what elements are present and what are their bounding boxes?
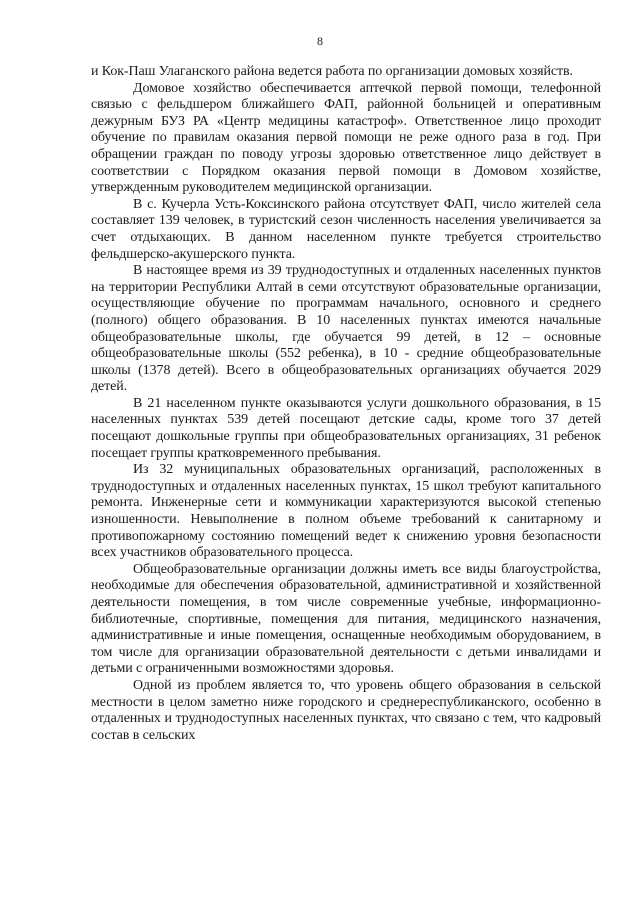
paragraph: Домовое хозяйство обеспечивается аптечкой первой помощи, телефонной связью с фельдшером ближайшего ФАП, районной больницей и оперативным дежурным БУЗ РА «Центр медицины катастроф». Ответственное лицо проходит обучение по правилам оказания первой помощи не реже одного раза в год. При обращении граждан по поводу угрозы здоровью ответственное лицо действует в соответствии с Порядком оказания первой помощи в Домовом хозяйстве, утвержденным руководителем медицинской организации. [91, 80, 601, 196]
paragraph: В настоящее время из 39 труднодоступных и отдаленных населенных пунктов на территории Республики Алтай в семи отсутствуют образовательные организации, осуществляющие обучение по программам начального, основного и среднего (полного) общего образования. В 10 населенных пунктах имеются начальные общеобразовательные школы, где обучается 99 детей, в 12 – основные общеобразовательные школы (552 ребенка), в 10 - средние общеобразовательные школы (1378 детей). Всего в общеобразовательных организациях обучается 2029 детей. [91, 263, 601, 395]
paragraph: и Кок-Паш Улаганского района ведется работа по организации домовых хозяйств. [91, 64, 573, 79]
paragraph: Одной из проблем является то, что уровень общего образования в сельской местности в целом заметно ниже городского и среднереспубликанского, особенно в отдаленных и труднодоступных населенных пунктах, что связано с тем, что кадровый состав в сельских [91, 677, 601, 743]
document-body [91, 64, 601, 744]
paragraph: Общеобразовательные организации должны иметь все виды благоустройства, необходимые для обеспечения образовательной, административной и хозяйственной деятельности помещения, в том числе современные учебные, информационно-библиотечные, спортивные, помещения для питания, медицинского назначения, административные и иные помещения, оснащенные необходимым оборудованием, в том числе для организации образовательной деятельности с детьми инвалидами и детьми с ограниченными возможностями здоровья. [91, 561, 601, 677]
paragraph: В 21 населенном пункте оказываются услуги дошкольного образования, в 15 населенных пунктах 539 детей посещают детские сады, кроме того 37 детей посещают дошкольные группы при общеобразовательных организациях, 31 ребенок посещает группы кратковременного пребывания. [91, 395, 601, 461]
paragraph: В с. Кучерла Усть-Коксинского района отсутствует ФАП, число жителей села составляет 139 человек, в туристский сезон численность населения увеличивается за счет отдыхающих. В данном населенном пункте требуется строительство фельдшерско-акушерского пункта. [91, 196, 601, 262]
paragraph: Из 32 муниципальных образовательных организаций, расположенных в труднодоступных и отдаленных населенных пунктах, 15 школ требуют капитального ремонта. Инженерные сети и коммуникации характеризуются высокой степенью изношенности. Невыполнение в полном объеме требований к санитарному и противопожарному состоянию помещений ведет к снижению уровня безопасности всех участников образовательного процесса. [91, 462, 601, 561]
page-number: 8 [317, 34, 323, 48]
